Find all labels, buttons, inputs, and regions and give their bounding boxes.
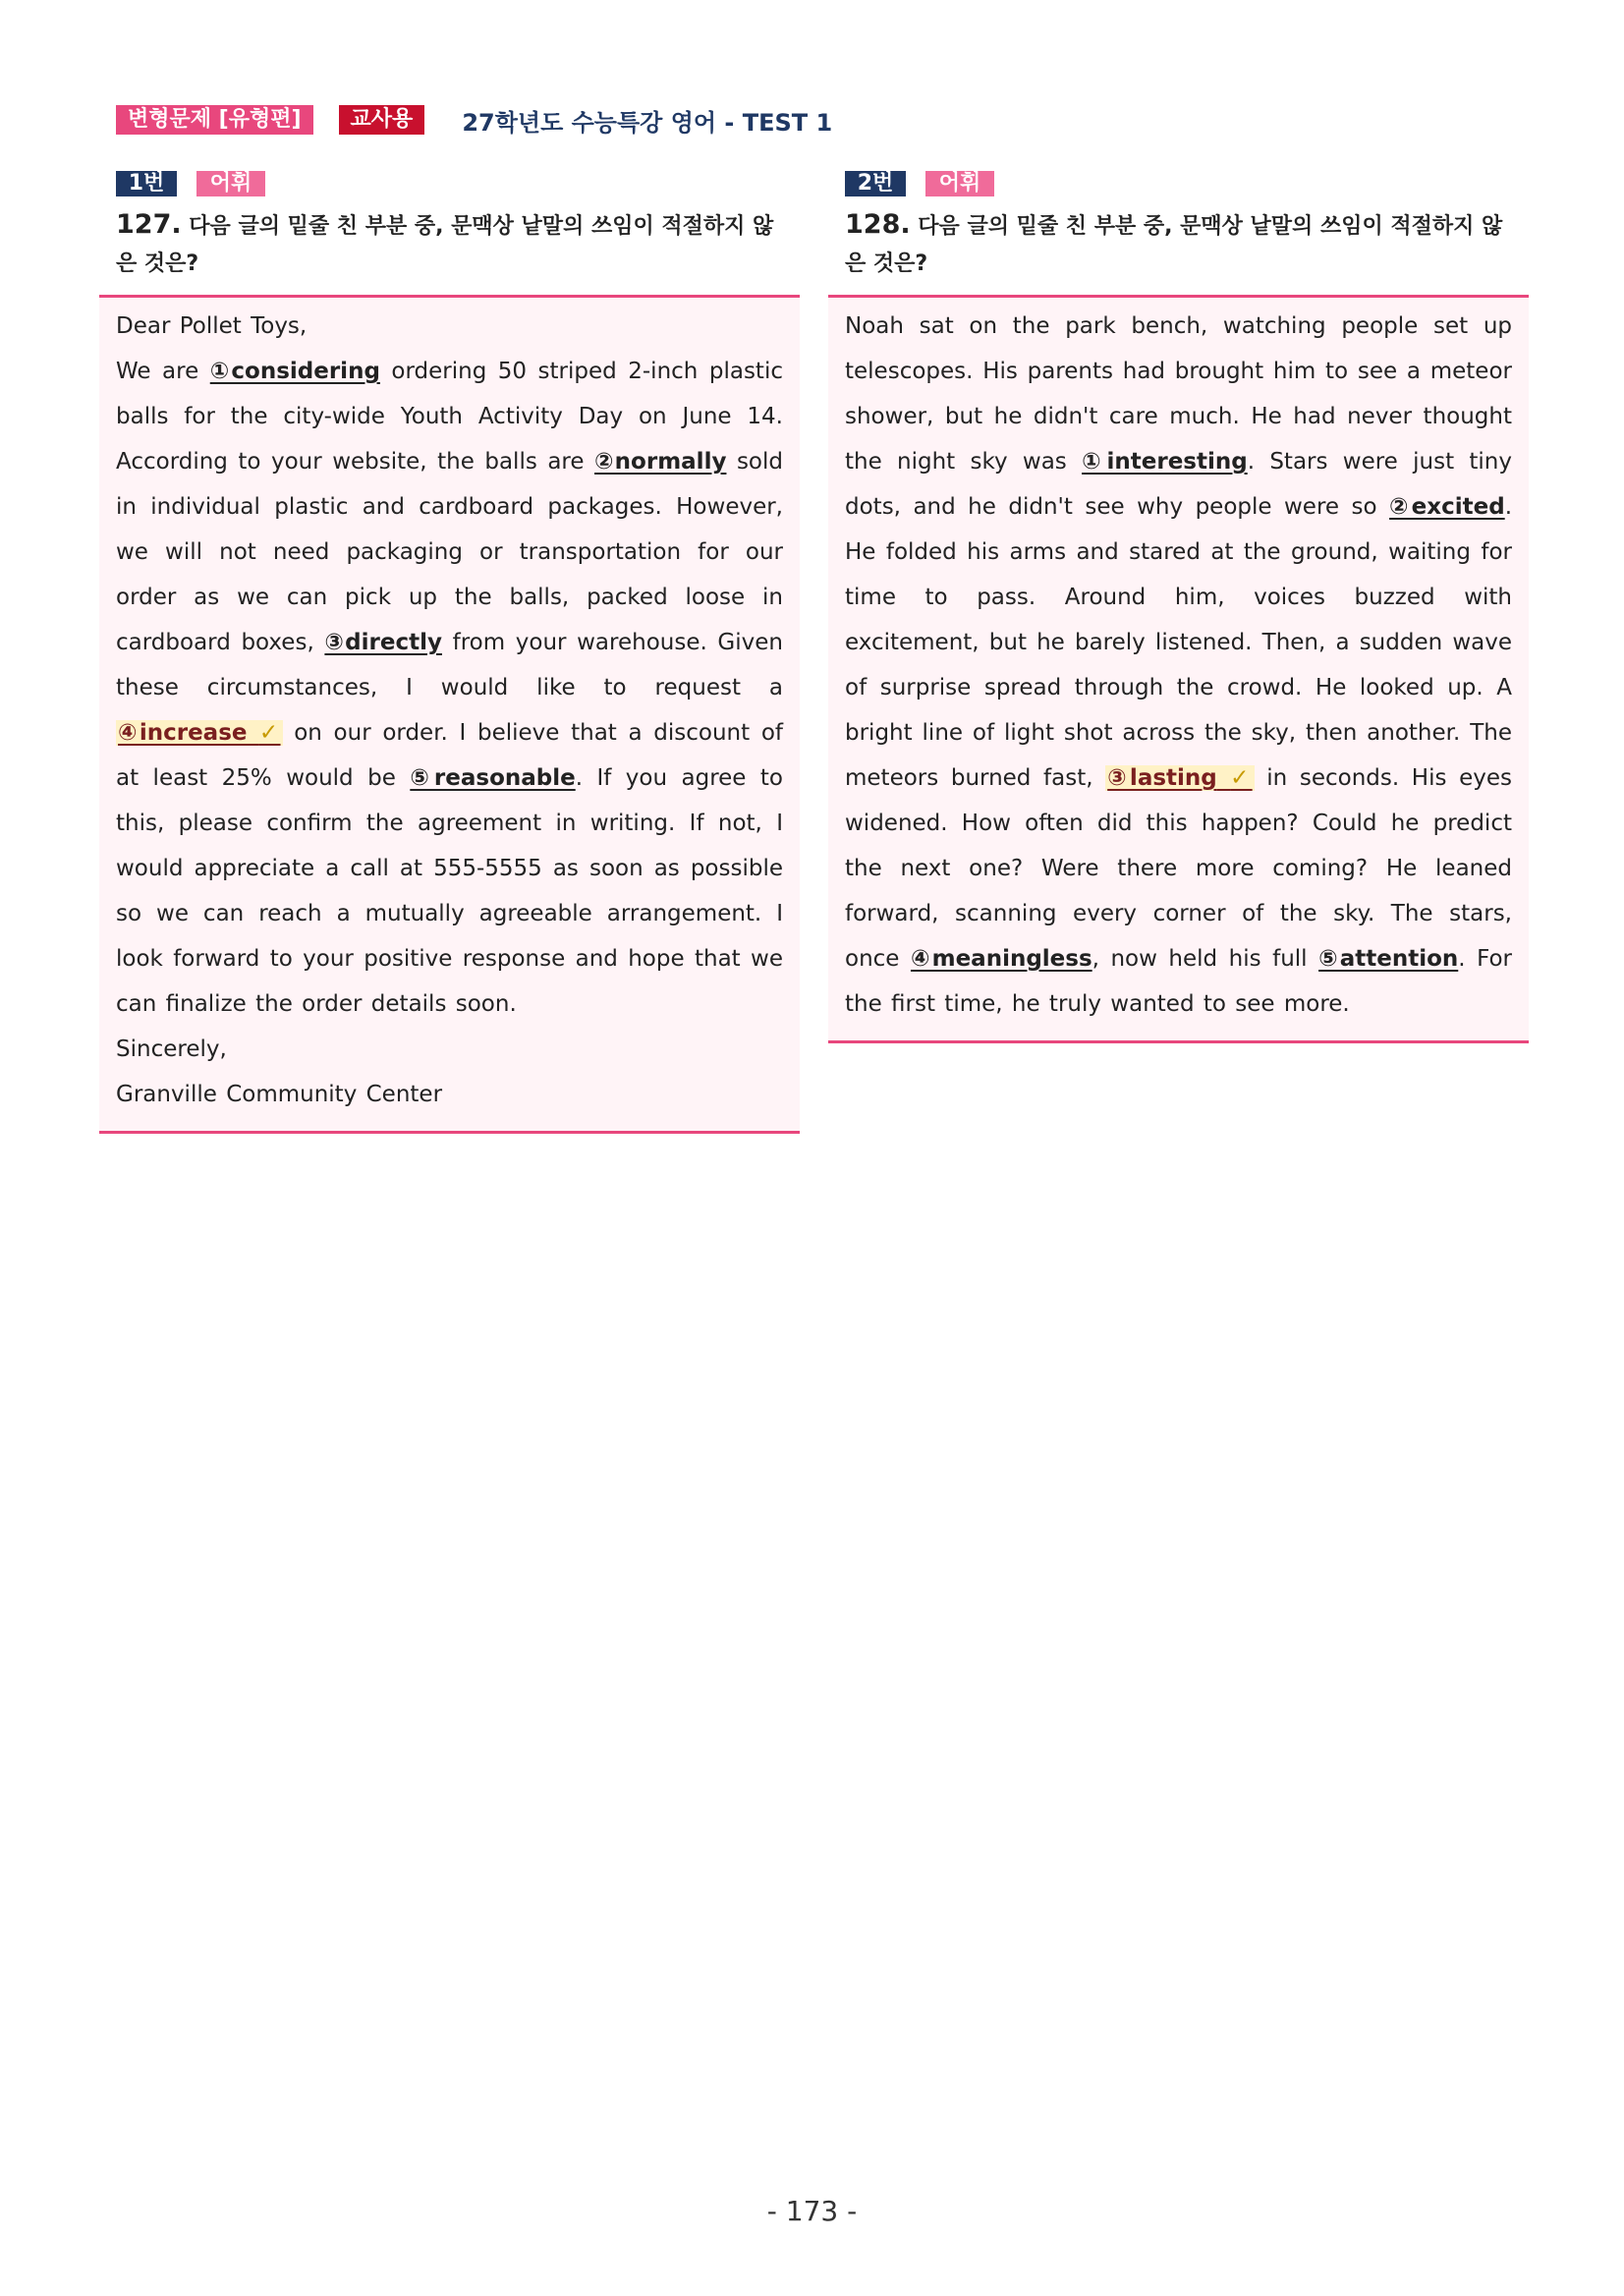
question-text: 다음 글의 밑줄 친 부분 중, 문맥상 낱말의 쓰임이 적절하지 않은 것은? — [116, 214, 774, 276]
choice-5: ⑤reasonable — [410, 765, 576, 791]
question-tags — [116, 171, 800, 196]
choice-2: ②normally — [594, 449, 727, 475]
question-text: 다음 글의 밑줄 친 부분 중, 문맥상 낱말의 쓰임이 적절하지 않은 것은? — [845, 214, 1503, 276]
check-icon: ✓ — [258, 720, 281, 746]
choice-1: ①considering — [209, 359, 380, 384]
passage-body: Noah sat on the park bench, watching people set up telescopes. His parents had brought him to see a meteor shower, but he didn't care much. He had never thought the night sky was ①interesting. Stars were just tiny dots, and he didn't see why people were so ②excited. He folded his arms and stared at the ground, waiting for time to pass. Around him, voices buzzed with excitement, but he barely listened. Then, a sudden wave of surprise spread through the crowd. He looked up. A bright line of light shot across the sky, then another. The meteors burned fast, ③lasting ✓ in seconds. His eyes widened. How often did this happen? Could he predict the next one? Were there more coming? He leaned forward, scanning every corner of the sky. The stars, once ④meaningless, now held his full ⑤attention. For the first time, he truly wanted to see more. — [845, 313, 1513, 1017]
passage-salutation: Dear Pollet Toys, — [116, 313, 308, 339]
page-number: - 173 - — [766, 2195, 858, 2227]
answer-choice-3: ③lasting ✓ — [1107, 765, 1253, 791]
passage-body: We are ①considering ordering 50 striped 2-inch plastic balls for the city-wide Youth Activity Day on June 14. According to your website, the balls are ②normally sold in individual plastic and cardboard packages. However, we will not need packaging or transportation for our order as we can pick up the balls, packed loose in cardboard boxes, ③directly from your warehouse. Given these circumstances, I would like to request a ④increase ✓ on our order. I believe that a discount of at least 25% would be ⑤reasonable. If you agree to this, please confirm the agreement in writing. If not, I would appreciate a call at 555-5555 as soon as possible so we can reach a mutually agreeable arrangement. I look forward to your positive response and hope that we can finalize the order details soon. — [116, 359, 783, 1017]
question-type-tag: 어휘 — [925, 171, 994, 196]
page-title: 27학년도 수능특강 영어 - TEST 1 — [462, 108, 833, 137]
question-number: 128. — [845, 209, 911, 240]
choice-2: ②excited — [1389, 494, 1505, 520]
check-icon: ✓ — [1230, 765, 1253, 791]
choice-1: ①interesting — [1082, 449, 1248, 475]
question-number-tag: 2번 — [845, 171, 906, 196]
passage-box — [99, 295, 800, 1134]
question-tags — [845, 171, 1529, 196]
passage-box — [828, 295, 1529, 1043]
passage-closing: Sincerely, — [116, 1036, 227, 1062]
question-128 — [828, 171, 1529, 1043]
page-header — [116, 102, 832, 138]
choice-5: ⑤attention — [1318, 946, 1459, 972]
question-number: 127. — [116, 209, 182, 240]
question-prompt — [116, 206, 784, 283]
passage-signature: Granville Community Center — [116, 1082, 443, 1107]
teacher-tag: 교사용 — [339, 105, 425, 135]
choice-3: ③directly — [324, 630, 442, 655]
choice-4: ④meaningless — [910, 946, 1092, 972]
question-number-tag: 1번 — [116, 171, 177, 196]
answer-choice-4: ④increase ✓ — [118, 720, 281, 746]
variant-tag: 변형문제 [유형편] — [116, 105, 313, 135]
question-127 — [99, 171, 800, 1134]
question-prompt — [845, 206, 1513, 283]
question-type-tag: 어휘 — [196, 171, 265, 196]
